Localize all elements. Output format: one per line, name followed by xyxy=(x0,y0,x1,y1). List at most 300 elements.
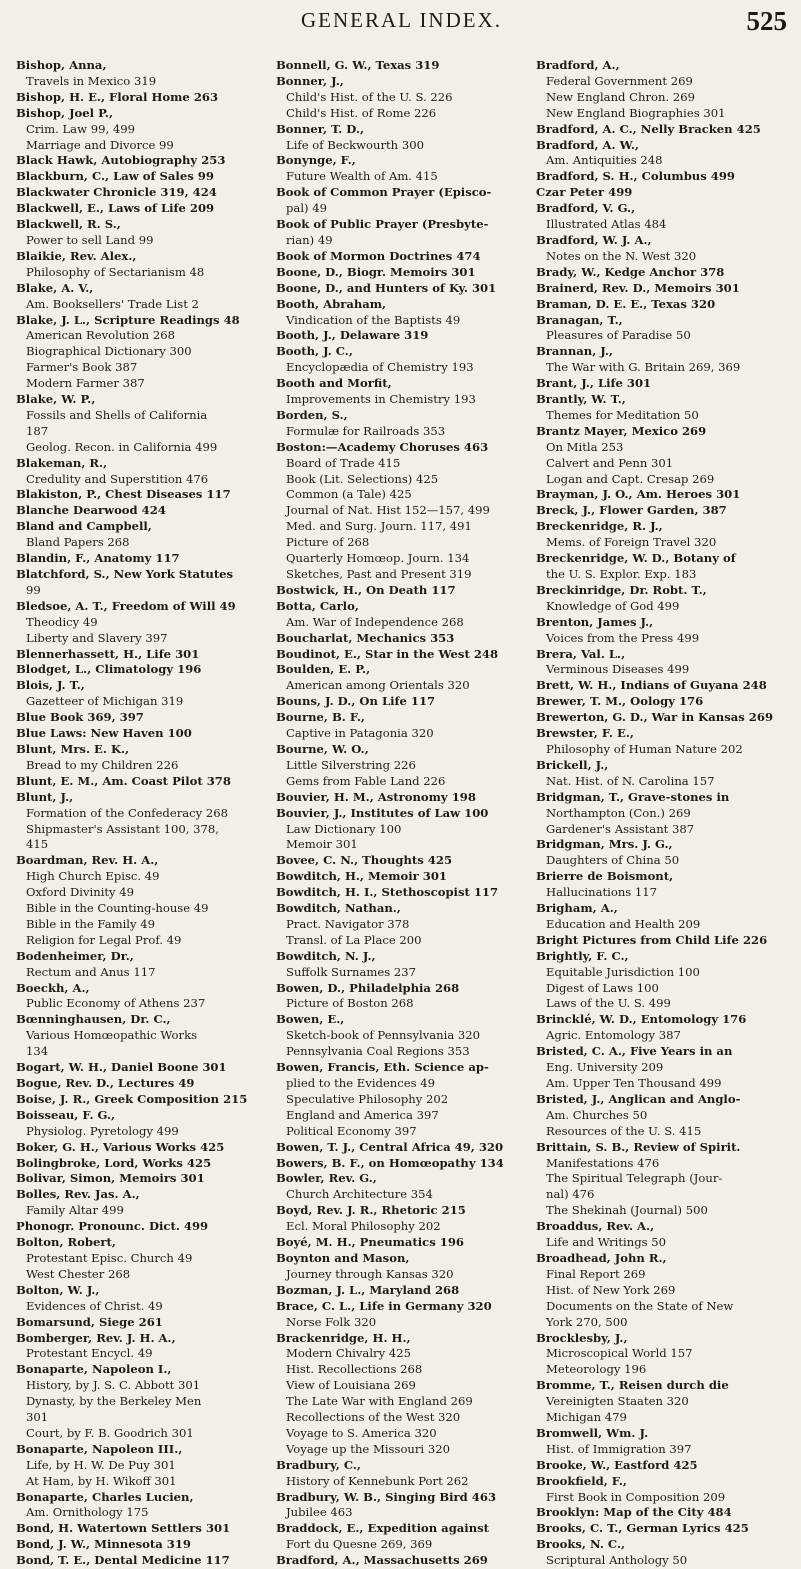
index-entry xyxy=(276,631,532,647)
index-entry xyxy=(276,662,532,694)
index-entry-heading: Breck, J., Flower Garden, 387 xyxy=(536,503,727,518)
index-entry-heading: Brookfield, F., xyxy=(536,1473,627,1488)
index-entry xyxy=(276,265,532,281)
index-entry-subline: Manifestations 476 xyxy=(546,1155,660,1170)
index-entry-subline: Travels in Mexico 319 xyxy=(26,73,157,88)
index-entry-subline: plied to the Evidences 49 xyxy=(286,1076,436,1090)
index-entry-subline: Gems from Fable Land 226 xyxy=(286,773,446,788)
index-entry-subline: American Revolution 268 xyxy=(26,328,175,343)
index-entry-subline: York 270, 500 xyxy=(546,1314,628,1329)
index-entry xyxy=(16,1537,272,1553)
index-entry-subline: Protestant Encycl. 49 xyxy=(26,1346,153,1361)
index-entry xyxy=(16,1490,272,1522)
index-entry-heading: Boardman, Rev. H. A., xyxy=(16,853,159,868)
index-entry-subline: Law Dictionary 100 xyxy=(286,821,402,836)
index-entry-subline: Education and Health 209 xyxy=(546,916,701,931)
index-entry-subline: Pleasures of Paradise 50 xyxy=(546,328,691,343)
index-entry xyxy=(276,1171,532,1203)
index-entry-subline: Quarterly Homœop. Journ. 134 xyxy=(286,551,470,566)
index-entry xyxy=(16,567,272,599)
index-entry-heading: Breckenridge, R. J., xyxy=(536,519,663,534)
index-entry-heading: Bond, J. W., Minnesota 319 xyxy=(16,1537,191,1552)
index-entry xyxy=(536,138,792,170)
index-entry-heading: Boucharlat, Mechanics 353 xyxy=(276,630,455,645)
index-entry xyxy=(276,853,532,869)
index-entry-subline: Gazetteer of Michigan 319 xyxy=(26,694,184,709)
index-entry-heading: Bradford, A. W., xyxy=(536,137,639,152)
index-entry-heading: Boone, D., and Hunters of Ky. 301 xyxy=(276,280,497,295)
index-entry xyxy=(536,313,792,345)
index-entry xyxy=(536,297,792,313)
index-entry-heading: Brewster, F. E., xyxy=(536,726,634,741)
index-entry-heading: Bristed, J., Anglican and Anglo- xyxy=(536,1091,741,1106)
index-entry-subline: Philosophy of Human Nature 202 xyxy=(546,741,743,756)
index-entry xyxy=(536,1331,792,1379)
index-entry-subline: Fossils and Shells of California xyxy=(26,407,208,422)
index-entry-heading: Breckenridge, W. D., Botany of xyxy=(536,551,736,566)
index-entry-heading: Brett, W. H., Indians of Guyana 248 xyxy=(536,678,767,693)
index-entry-heading: Brannan, J., xyxy=(536,344,613,359)
index-entry-subline: Power to sell Land 99 xyxy=(26,232,154,247)
index-entry xyxy=(276,217,532,249)
index-entry-heading: Blois, J. T., xyxy=(16,678,85,693)
index-entry-subline: Bland Papers 268 xyxy=(26,535,130,550)
index-entry xyxy=(16,1076,272,1092)
index-entry xyxy=(536,1092,792,1140)
index-entry xyxy=(536,694,792,710)
index-entry-heading: Blue Book 369, 397 xyxy=(16,710,144,725)
index-entry-subline: Ecl. Moral Philosophy 202 xyxy=(286,1219,441,1234)
index-entry-subline: West Chester 268 xyxy=(26,1266,131,1281)
index-entry-heading: Blennerhassett, H., Life 301 xyxy=(16,646,200,661)
index-entry xyxy=(16,217,272,249)
index-entry-heading: Boyd, Rev. J. R., Rhetoric 215 xyxy=(276,1203,466,1218)
index-entry-subline: Federal Government 269 xyxy=(546,73,693,88)
index-entry-subline: Meteorology 196 xyxy=(546,1362,647,1377)
index-entry xyxy=(536,583,792,615)
index-entry-heading: Phonogr. Pronounc. Dict. 499 xyxy=(16,1219,209,1234)
index-entry xyxy=(536,169,792,185)
index-entry-subline: Agric. Entomology 387 xyxy=(546,1028,681,1043)
index-entry-subline: Future Wealth of Am. 415 xyxy=(286,169,438,184)
index-entry-subline: Dynasty, by the Berkeley Men xyxy=(26,1394,202,1409)
index-entry xyxy=(276,376,532,408)
index-entry xyxy=(276,949,532,981)
index-entry-subline: Vindication of the Baptists 49 xyxy=(286,312,461,327)
index-entry-heading: Boker, G. H., Various Works 425 xyxy=(16,1139,225,1154)
index-entry-subline: Book (Lit. Selections) 425 xyxy=(286,471,439,486)
index-entry xyxy=(536,424,792,488)
index-entry-subline: Theodicy 49 xyxy=(26,614,98,629)
index-entry-subline: Voyage up the Missouri 320 xyxy=(286,1441,450,1456)
index-entry-heading: Czar Peter 499 xyxy=(536,185,633,200)
index-entry-subline: New England Chron. 269 xyxy=(546,89,695,104)
index-entry-heading: Bradford, V. G., xyxy=(536,201,636,216)
index-entry-heading: Bowditch, H., Memoir 301 xyxy=(276,869,447,884)
index-entry-subline: Life and Writings 50 xyxy=(546,1235,667,1250)
index-entry-heading: Bogart, W. H., Daniel Boone 301 xyxy=(16,1060,227,1075)
index-entry-subline: The War with G. Britain 269, 369 xyxy=(546,360,741,375)
index-entry-subline: Evidences of Christ. 49 xyxy=(26,1298,163,1313)
index-entry xyxy=(536,1140,792,1220)
index-entry-heading: Brantz Mayer, Mexico 269 xyxy=(536,423,707,438)
index-entry xyxy=(276,1458,532,1490)
index-entry xyxy=(536,551,792,583)
index-entry-heading: Bledsoe, A. T., Freedom of Will 49 xyxy=(16,598,236,613)
index-entry-heading: Bond, T. E., Dental Medicine 117 xyxy=(16,1553,230,1568)
index-entry xyxy=(536,790,792,838)
index-entry xyxy=(276,1060,532,1140)
index-entry-heading: Brackenridge, H. H., xyxy=(276,1330,411,1345)
index-entry xyxy=(276,806,532,854)
index-entry-subline: Calvert and Penn 301 xyxy=(546,455,674,470)
index-entry-subline: Illustrated Atlas 484 xyxy=(546,217,667,232)
index-entry-heading: Breckinridge, Dr. Robt. T., xyxy=(536,582,707,597)
index-entry xyxy=(276,1521,532,1553)
index-entry-heading: Blake, J. L., Scripture Readings 48 xyxy=(16,312,240,327)
index-entry-heading: Brooks, C. T., German Lyrics 425 xyxy=(536,1521,749,1536)
index-entry xyxy=(16,599,272,647)
index-entry-heading: Bouvier, H. M., Astronomy 198 xyxy=(276,789,476,804)
index-entry xyxy=(16,201,272,217)
index-entry xyxy=(536,726,792,758)
index-entry-heading: Bishop, H. E., Floral Home 263 xyxy=(16,89,219,104)
index-entry-heading: Bœnninghausen, Dr. C., xyxy=(16,1012,171,1027)
index-entry xyxy=(276,1235,532,1251)
index-entry-heading: Braman, D. E. E., Texas 320 xyxy=(536,296,716,311)
index-entry-heading: Bowler, Rev. G., xyxy=(276,1171,377,1186)
index-entry-subline: Daughters of China 50 xyxy=(546,853,680,868)
index-entry-heading: Booth, J. C., xyxy=(276,344,353,359)
index-entry-heading: Bomberger, Rev. J. H. A., xyxy=(16,1330,176,1345)
index-entry xyxy=(16,551,272,567)
index-entry-heading: Bridgman, Mrs. J. G., xyxy=(536,837,673,852)
index-entry-heading: Booth, Abraham, xyxy=(276,296,387,311)
index-entry-heading: Bradford, S. H., Columbus 499 xyxy=(536,169,735,184)
index-entry-heading: Bolles, Rev. Jas. A., xyxy=(16,1187,140,1202)
index-entry-subline: the U. S. Explor. Exp. 183 xyxy=(546,567,697,581)
index-entry-heading: Brady, W., Kedge Anchor 378 xyxy=(536,264,725,279)
index-entry-subline: The Shekinah (Journal) 500 xyxy=(546,1203,708,1218)
index-entry xyxy=(536,1505,792,1521)
index-entry-heading: Blake, W. P., xyxy=(16,392,96,407)
index-entry-heading: Blunt, Mrs. E. K., xyxy=(16,741,130,756)
index-entry xyxy=(16,487,272,503)
index-entry-subline: Hist. Recollections 268 xyxy=(286,1362,423,1377)
index-entry xyxy=(536,1458,792,1474)
index-entry-subline: New England Biographies 301 xyxy=(546,105,726,120)
index-entry-subline: Am. Churches 50 xyxy=(546,1107,648,1122)
index-entry-subline: Shipmaster's Assistant 100, 378, xyxy=(26,821,219,836)
index-entry-heading: Bowen, Francis, Eth. Science ap- xyxy=(276,1060,489,1075)
index-entry-subline: Scriptural Anthology 50 xyxy=(546,1553,688,1568)
index-entry xyxy=(536,265,792,281)
index-entry xyxy=(276,901,532,949)
index-entry-subline: Journey through Kansas 320 xyxy=(286,1266,454,1281)
index-entry-heading: Brant, J., Life 301 xyxy=(536,376,652,391)
index-entry-heading: Booth, J., Delaware 319 xyxy=(276,328,429,343)
index-entry xyxy=(276,1140,532,1156)
index-entry xyxy=(536,1537,792,1569)
index-entry-subline: Bible in the Counting-house 49 xyxy=(26,901,209,916)
index-entry xyxy=(536,1012,792,1044)
index-entry xyxy=(276,122,532,154)
index-entry-subline: Child's Hist. of the U. S. 226 xyxy=(286,89,453,104)
index-entry xyxy=(536,233,792,265)
index-entry-subline: History, by J. S. C. Abbott 301 xyxy=(26,1378,201,1393)
index-entry-heading: Brenton, James J., xyxy=(536,614,654,629)
index-entry-subline: Protestant Episc. Church 49 xyxy=(26,1250,193,1265)
index-entry xyxy=(536,122,792,138)
index-entry-subline: rian) 49 xyxy=(286,232,333,247)
index-entry-subline: Final Report 269 xyxy=(546,1266,646,1281)
index-entry-subline: Digest of Laws 100 xyxy=(546,980,659,995)
index-entry-heading: Brickell, J., xyxy=(536,757,609,772)
index-entry-subline: Documents on the State of New xyxy=(546,1298,734,1313)
index-entry-heading: Blatchford, S., New York Statutes xyxy=(16,567,234,581)
index-entry xyxy=(16,774,272,790)
index-entry-heading: Brewer, T. M., Oology 176 xyxy=(536,694,704,709)
index-entry xyxy=(536,281,792,297)
index-entry-heading: Bolton, Robert, xyxy=(16,1235,116,1250)
index-entry-heading: Black Hawk, Autobiography 253 xyxy=(16,153,226,168)
index-entry-subline: Mems. of Foreign Travel 320 xyxy=(546,535,717,550)
index-entry-heading: Bolton, W. J., xyxy=(16,1282,100,1297)
index-entry xyxy=(16,853,272,948)
index-entry-subline: Encyclopædia of Chemistry 193 xyxy=(286,360,474,375)
index-entry-heading: Bowditch, N. J., xyxy=(276,948,376,963)
index-entry-heading: Bolivar, Simon, Memoirs 301 xyxy=(16,1171,205,1186)
index-entry xyxy=(536,519,792,551)
index-entry-subline: Northampton (Con.) 269 xyxy=(546,805,691,820)
index-entry xyxy=(276,58,532,74)
index-entry-heading: Brera, Val. L., xyxy=(536,646,626,661)
index-entry-heading: Brooke, W., Eastford 425 xyxy=(536,1457,698,1472)
index-entry-subline: Life of Beckwourth 300 xyxy=(286,137,424,152)
index-entry-heading: Bromme, T., Reisen durch die xyxy=(536,1378,729,1393)
index-entry-heading: Bodenheimer, Dr., xyxy=(16,948,134,963)
index-entry-subline: Am. Booksellers' Trade List 2 xyxy=(26,296,199,311)
index-entry-heading: Blackburn, C., Law of Sales 99 xyxy=(16,169,214,184)
index-entry xyxy=(536,344,792,376)
index-entry xyxy=(276,742,532,790)
index-entry-subline: Memoir 301 xyxy=(286,837,358,852)
index-entry xyxy=(16,981,272,1013)
index-entry-heading: Blue Laws: New Haven 100 xyxy=(16,726,192,741)
index-entry xyxy=(536,1044,792,1092)
index-entry-heading: Bowen, D., Philadelphia 268 xyxy=(276,980,460,995)
index-entry-subline: 99 xyxy=(26,582,41,597)
index-entry-heading: Botta, Carlo, xyxy=(276,598,359,613)
index-entry-subline: Norse Folk 320 xyxy=(286,1314,377,1329)
index-entry xyxy=(536,58,792,122)
index-entry xyxy=(536,1378,792,1426)
index-entry-subline: Pract. Navigator 378 xyxy=(286,916,410,931)
index-entry-subline: Eng. University 209 xyxy=(546,1060,664,1075)
index-entry xyxy=(276,885,532,901)
index-entry xyxy=(536,1521,792,1537)
index-entry-subline: 187 xyxy=(26,423,49,438)
index-entry xyxy=(16,790,272,854)
index-entry-heading: Boyé, M. H., Pneumatics 196 xyxy=(276,1235,465,1250)
index-entry xyxy=(16,313,272,393)
index-entry-heading: Bonnell, G. W., Texas 319 xyxy=(276,58,440,72)
index-entry-subline: Captive in Patagonia 320 xyxy=(286,726,434,741)
index-entry xyxy=(276,583,532,599)
index-entry xyxy=(276,74,532,122)
index-entry-heading: Blackwell, R. S., xyxy=(16,217,121,232)
index-entry-subline: Verminous Diseases 499 xyxy=(546,662,690,677)
index-entry-subline: First Book in Composition 209 xyxy=(546,1489,726,1504)
index-entry-heading: Bond, H. Watertown Settlers 301 xyxy=(16,1521,231,1536)
index-column-1 xyxy=(12,58,272,1569)
index-entry xyxy=(536,185,792,201)
index-entry-heading: Bonaparte, Napoleon I., xyxy=(16,1362,172,1377)
index-entry xyxy=(16,456,272,488)
index-entry xyxy=(276,710,532,742)
index-entry xyxy=(16,1012,272,1060)
index-entry-subline: Med. and Surg. Journ. 117, 491 xyxy=(286,519,472,534)
index-entry-heading: Boudinot, E., Star in the West 248 xyxy=(276,646,499,661)
index-entry-heading: Blaikie, Rev. Alex., xyxy=(16,248,137,263)
index-entry-heading: Bonaparte, Napoleon III., xyxy=(16,1441,183,1456)
index-entry-subline: Bread to my Children 226 xyxy=(26,757,179,772)
index-entry-subline: Michigan 479 xyxy=(546,1410,627,1425)
index-entry xyxy=(16,742,272,774)
index-entry-subline: Various Homœopathic Works xyxy=(26,1028,198,1043)
index-entry-subline: Crim. Law 99, 499 xyxy=(26,121,135,136)
index-entry-subline: Hallucinations 117 xyxy=(546,885,658,900)
index-entry-heading: Boeckh, A., xyxy=(16,980,90,995)
index-entry xyxy=(536,392,792,424)
index-entry xyxy=(536,1251,792,1331)
index-entry-subline: Church Architecture 354 xyxy=(286,1187,433,1202)
index-entry xyxy=(536,503,792,519)
index-entry-heading: Bonner, J., xyxy=(276,73,344,88)
index-entry xyxy=(16,519,272,551)
index-entry xyxy=(16,1060,272,1076)
index-entry-subline: At Ham, by H. Wikoff 301 xyxy=(26,1473,177,1488)
index-entry-heading: Blodget, L., Climatology 196 xyxy=(16,662,202,677)
index-entry-subline: Equitable Jurisdiction 100 xyxy=(546,964,700,979)
index-entry-heading: Bishop, Joel P., xyxy=(16,105,113,120)
index-entry-heading: Bradford, A., xyxy=(536,58,620,72)
index-entry xyxy=(536,647,792,679)
index-entry-subline: Microscopical World 157 xyxy=(546,1346,693,1361)
index-entry-subline: Public Economy of Athens 237 xyxy=(26,996,206,1011)
index-entry xyxy=(276,328,532,344)
index-entry-subline: Recollections of the West 320 xyxy=(286,1410,461,1425)
index-entry-heading: Blunt, E. M., Am. Coast Pilot 378 xyxy=(16,773,231,788)
index-entry xyxy=(276,185,532,217)
index-entry-heading: Boston:—Academy Choruses 463 xyxy=(276,439,489,454)
index-entry-heading: Boynton and Mason, xyxy=(276,1250,410,1265)
index-entry-subline: Family Altar 499 xyxy=(26,1203,124,1218)
index-entry-subline: View of Louisiana 269 xyxy=(286,1378,416,1393)
index-entry-subline: Voyage to S. America 320 xyxy=(286,1425,437,1440)
index-entry xyxy=(276,1490,532,1522)
index-entry-subline: American among Orientals 320 xyxy=(286,678,470,693)
index-entry-heading: Blakiston, P., Chest Diseases 117 xyxy=(16,487,231,502)
page-header xyxy=(12,6,791,46)
index-entry xyxy=(16,185,272,201)
index-entry-subline: Biographical Dictionary 300 xyxy=(26,344,192,359)
index-entry-subline: The Late War with England 269 xyxy=(286,1394,473,1409)
index-entry-subline: 415 xyxy=(26,837,49,852)
index-entry xyxy=(16,726,272,742)
index-entry xyxy=(276,790,532,806)
index-entry xyxy=(276,153,532,185)
index-entry xyxy=(16,1235,272,1283)
index-entry xyxy=(536,758,792,790)
index-entry-subline: Board of Trade 415 xyxy=(286,455,401,470)
index-entry-subline: 134 xyxy=(26,1044,49,1059)
index-entry-heading: Bonner, T. D., xyxy=(276,121,365,136)
index-entry-subline: Fort du Quesne 269, 369 xyxy=(286,1537,433,1552)
index-entry xyxy=(16,678,272,710)
index-entry-subline: Religion for Legal Prof. 49 xyxy=(26,932,182,947)
index-entry xyxy=(16,106,272,154)
index-entry xyxy=(536,1219,792,1251)
index-entry xyxy=(16,1140,272,1156)
index-entry-heading: Bourne, B. F., xyxy=(276,710,365,725)
index-entry-subline: Pennsylvania Coal Regions 353 xyxy=(286,1044,470,1059)
index-entry xyxy=(276,1012,532,1060)
index-entry-heading: Bright Pictures from Child Life 226 xyxy=(536,932,768,947)
index-entry-heading: Blackwell, E., Laws of Life 209 xyxy=(16,201,215,216)
index-entry-subline: Sketch-book of Pennsylvania 320 xyxy=(286,1028,481,1043)
index-entry xyxy=(276,1251,532,1283)
index-entry-subline: pal) 49 xyxy=(286,201,328,216)
index-entry xyxy=(16,281,272,313)
index-entry xyxy=(16,249,272,281)
index-entry-heading: Bradford, W. J. A., xyxy=(536,232,652,247)
index-entry xyxy=(276,249,532,265)
index-entry-heading: Bomarsund, Siege 261 xyxy=(16,1314,163,1329)
index-entry-subline: Court, by F. B. Goodrich 301 xyxy=(26,1425,194,1440)
index-entry-heading: Bridgman, T., Grave-stones in xyxy=(536,789,730,804)
index-column-2 xyxy=(272,58,532,1569)
index-entry-subline: Am. War of Independence 268 xyxy=(286,614,464,629)
index-entry-heading: Bromwell, Wm. J. xyxy=(536,1425,649,1440)
index-entry-heading: Brewerton, G. D., War in Kansas 269 xyxy=(536,710,774,725)
index-entry-heading: Blake, A. V., xyxy=(16,280,94,295)
index-entry xyxy=(16,1108,272,1140)
index-entry-subline: Laws of the U. S. 499 xyxy=(546,996,671,1011)
index-entry-subline: Modern Chivalry 425 xyxy=(286,1346,411,1361)
index-entry-heading: Bland and Campbell, xyxy=(16,519,152,534)
index-entry-subline: Improvements in Chemistry 193 xyxy=(286,392,476,407)
index-entry-heading: Brayman, J. O., Am. Heroes 301 xyxy=(536,487,741,502)
index-entry-heading: Branagan, T., xyxy=(536,312,623,327)
index-entry xyxy=(536,901,792,933)
index-entry xyxy=(16,1283,272,1315)
index-entry-subline: Transl. of La Place 200 xyxy=(286,932,422,947)
index-entry-heading: Blakeman, R., xyxy=(16,455,108,470)
index-entry-subline: Speculative Philosophy 202 xyxy=(286,1091,449,1106)
index-entry-heading: Bouvier, J., Institutes of Law 100 xyxy=(276,805,489,820)
index-entry xyxy=(276,694,532,710)
index-entry-heading: Bowers, B. F., on Homœopathy 134 xyxy=(276,1155,504,1170)
index-entry xyxy=(276,344,532,376)
index-entry-heading: Book of Common Prayer (Episco- xyxy=(276,185,492,200)
index-entry xyxy=(276,981,532,1013)
index-entry xyxy=(16,392,272,456)
index-entry xyxy=(16,1187,272,1219)
index-entry-subline: Child's Hist. of Rome 226 xyxy=(286,105,437,120)
index-entry xyxy=(16,153,272,169)
index-entry-heading: Borden, S., xyxy=(276,407,348,422)
